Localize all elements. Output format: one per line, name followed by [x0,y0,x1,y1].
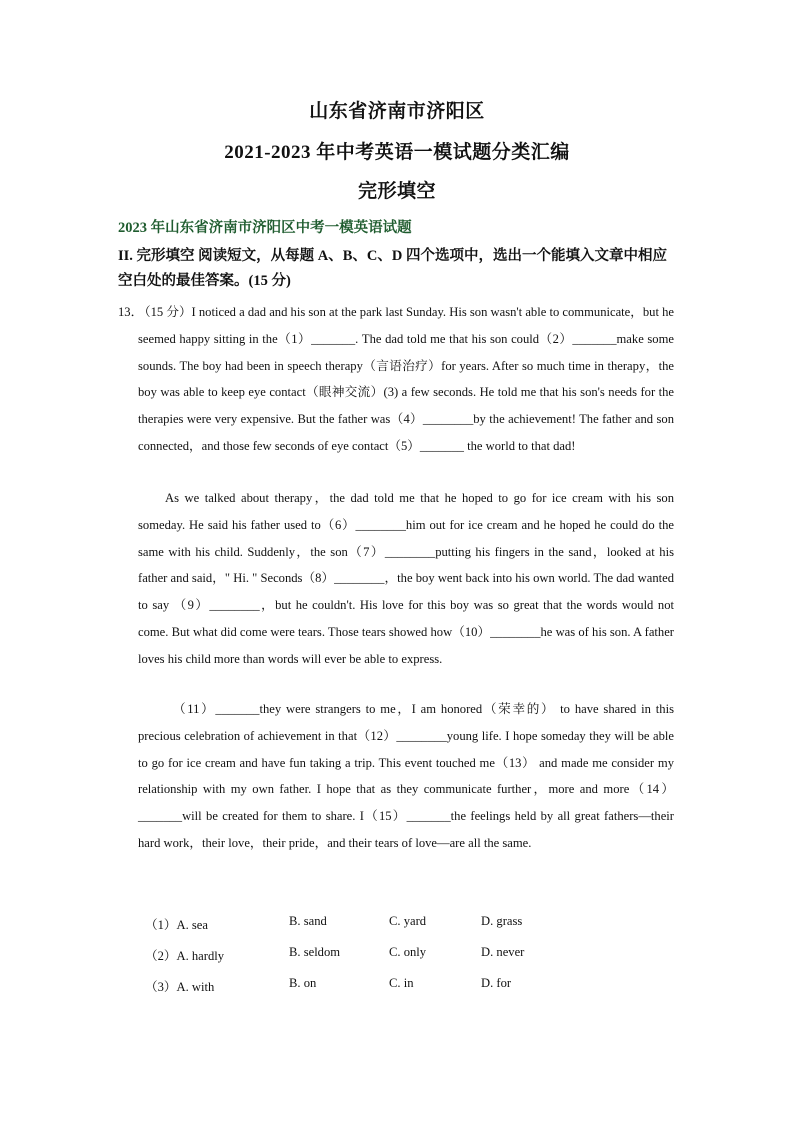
option-a: （2）A. hardly [145,949,225,963]
option-b: B. seldom [289,945,341,959]
section-instruction: II. 完形填空 阅读短文，从每题 A、B、C、D 四个选项中，选出一个能填入文章中相应空白处的最佳答案。(15 分) [118,248,667,289]
option-b: B. sand [289,914,327,928]
question-number: 13． [118,305,144,319]
option-c: C. in [389,976,414,990]
option-b: B. on [289,976,317,990]
option-d: D. never [481,945,525,959]
exam-heading: 2023 年山东省济南市济阳区中考一模英语试题 [118,220,412,236]
option-c: C. yard [389,914,427,928]
option-d: D. grass [481,914,523,928]
document-topic: 完形填空 [357,181,436,202]
passage-paragraph-1: （15 分）I noticed a dad and his son at the park last Sunday. His son wasn't able to communicate，but he seemed happy sitting in the（1）_______. The dad told me that his son could（2）_______make some sounds. The boy had been in speech therapy（言语治疗）for years. After so much time in therapy，the boy was able to keep eye contact（眼神交流）(3) a few seconds. He told me that his son's needs for the therapies were very expensive. But the father was（4）________by the achievement! The father and son connected，and those few seconds of eye contact（5）_______ the world to that dad! [138,305,674,453]
option-c: C. only [389,945,427,959]
document-title: 山东省济南市济阳区 [309,101,485,122]
passage-paragraph-2: As we talked about therapy，the dad told me that he hoped to go for ice cream with his son someday. He said his father used to（6）________him out for ice cream and he hoped he could do the same with his child. Suddenly，the son（7）________putting his fingers in the sand，looked at his father and said，" Hi. " Seconds（8）________，the boy went back into his own world. The dad wanted to say （9）________，but he couldn't. His love for this boy was so great that the words would not come. But what did come were tears. Those tears showed how（10）________he was of his son. A father loves his child more than words will ever be able to express. [138,491,674,666]
option-a: （1）A. sea [145,918,208,932]
passage-paragraph-3: （11）_______they were strangers to me，I am honored（荣幸的） to have shared in this precious celebration of achievement in that（12）________young life. I hope someday they will be able to go for ice cream and have fun taking a trip. This event touched me（13） and made me consider my relationship with my own father. I hope that as they communicate further，more and more（14）_______will be created for them to share. I（15）_______the feelings held by all great fathers—their hard work，their love，their pride，and their tears of love—are all the same. [138,702,674,850]
document-subtitle: 2021-2023 年中考英语一模试题分类汇编 [224,142,570,163]
option-a: （3）A. with [145,980,215,994]
option-d: D. for [481,976,512,990]
